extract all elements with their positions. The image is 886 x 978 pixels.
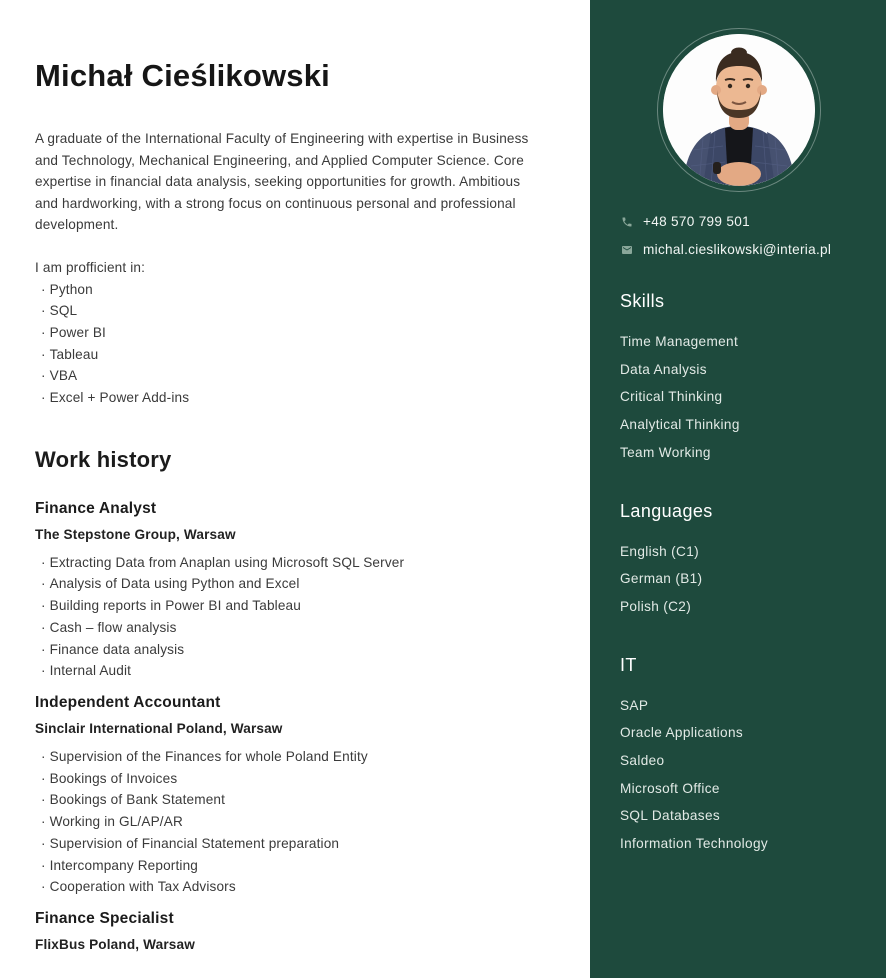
person-name: Michał Cieślikowski xyxy=(35,58,330,93)
proficiency-list xyxy=(35,279,542,409)
job-entry-finance-analyst xyxy=(35,500,542,682)
proficiency-item: · Excel + Power Add-ins xyxy=(35,387,542,409)
proficiency-item: · Tableau xyxy=(35,344,542,366)
job-company: FlixBus Poland, Warsaw xyxy=(35,936,195,952)
proficiency-item: · Power BI xyxy=(35,322,542,344)
proficiency-item: · Python xyxy=(35,279,542,301)
language-item: German (B1) xyxy=(620,571,703,587)
it-heading: IT xyxy=(620,654,637,675)
job-bullet: · Supervision of Financial Statement preparation xyxy=(35,833,542,855)
skills-section xyxy=(620,291,858,467)
contact-block xyxy=(620,214,858,257)
languages-section xyxy=(620,501,858,621)
job-bullet: · Analysis of Data using Python and Excel xyxy=(35,573,542,595)
job-title: Independent Accountant xyxy=(35,694,221,711)
email-icon xyxy=(621,244,633,256)
phone-number[interactable]: +48 570 799 501 xyxy=(643,214,750,229)
job-bullets xyxy=(35,746,542,898)
job-bullets xyxy=(35,552,542,682)
job-company: Sinclair International Poland, Warsaw xyxy=(35,721,283,736)
job-title: Finance Specialist xyxy=(35,909,174,927)
job-bullet: · Bookings of Invoices xyxy=(35,768,542,790)
skill-item: Time Management xyxy=(620,334,739,349)
language-item: English (C1) xyxy=(620,543,699,559)
it-item: Microsoft Office xyxy=(620,780,720,796)
job-company: The Stepstone Group, Warsaw xyxy=(35,526,236,542)
work-history-heading: Work history xyxy=(35,446,172,472)
languages-list xyxy=(620,538,858,621)
job-entry-independent-accountant xyxy=(35,694,542,898)
job-bullet: · Internal Audit xyxy=(35,660,542,682)
languages-heading: Languages xyxy=(620,500,713,521)
job-bullet: · Bookings of Bank Statement xyxy=(35,789,542,811)
job-bullet: · Working in GL/AP/AR xyxy=(35,811,542,833)
summary-paragraph: A graduate of the International Faculty of Engineering with expertise in Business and Technology, Mechanical Engineering, and Applied Computer Science. Core expertise in financial data analysis, seeking opportunities for growth. Ambitious and hardworking, with a strong focus on continuous personal and professional development. xyxy=(35,131,529,233)
it-item: Information Technology xyxy=(620,836,769,852)
job-bullet: · Finance data analysis xyxy=(35,639,542,661)
language-item: Polish (C2) xyxy=(620,598,692,614)
job-bullet: · Cash – flow analysis xyxy=(35,617,542,639)
job-bullet: · Supervision of the Finances for whole Poland Entity xyxy=(35,746,542,768)
job-bullet: · Extracting Data from Anaplan using Microsoft SQL Server xyxy=(35,552,542,574)
proficiency-item: · SQL xyxy=(35,300,542,322)
proficiency-item: · VBA xyxy=(35,365,542,387)
it-item: SQL Databases xyxy=(620,808,721,824)
job-bullet: · Cooperation with Tax Advisors xyxy=(35,876,542,898)
job-entry-finance-specialist xyxy=(35,910,542,952)
it-section xyxy=(620,655,858,858)
email-address[interactable]: michal.cieslikowski@interia.pl xyxy=(643,242,832,257)
phone-row xyxy=(620,214,858,229)
profile-photo-ring xyxy=(657,28,821,192)
email-row xyxy=(620,242,858,257)
phone-icon xyxy=(621,216,633,228)
skill-item: Analytical Thinking xyxy=(620,417,740,433)
skill-item: Team Working xyxy=(620,444,711,460)
proficiency-intro: I am profficient in: xyxy=(35,259,146,275)
it-item: Oracle Applications xyxy=(620,725,744,741)
skills-heading: Skills xyxy=(620,291,665,311)
job-bullet: · Intercompany Reporting xyxy=(35,855,542,877)
skill-item: Data Analysis xyxy=(620,361,707,377)
job-bullet: · Building reports in Power BI and Tableau xyxy=(35,595,542,617)
job-title: Finance Analyst xyxy=(35,499,157,517)
skill-item: Critical Thinking xyxy=(620,389,723,405)
profile-photo-illustration xyxy=(663,34,815,186)
it-item: Saldeo xyxy=(620,753,665,769)
skills-list xyxy=(620,328,858,467)
it-list xyxy=(620,692,858,858)
it-item: SAP xyxy=(620,697,649,713)
profile-photo xyxy=(663,34,815,186)
sidebar xyxy=(590,0,886,978)
